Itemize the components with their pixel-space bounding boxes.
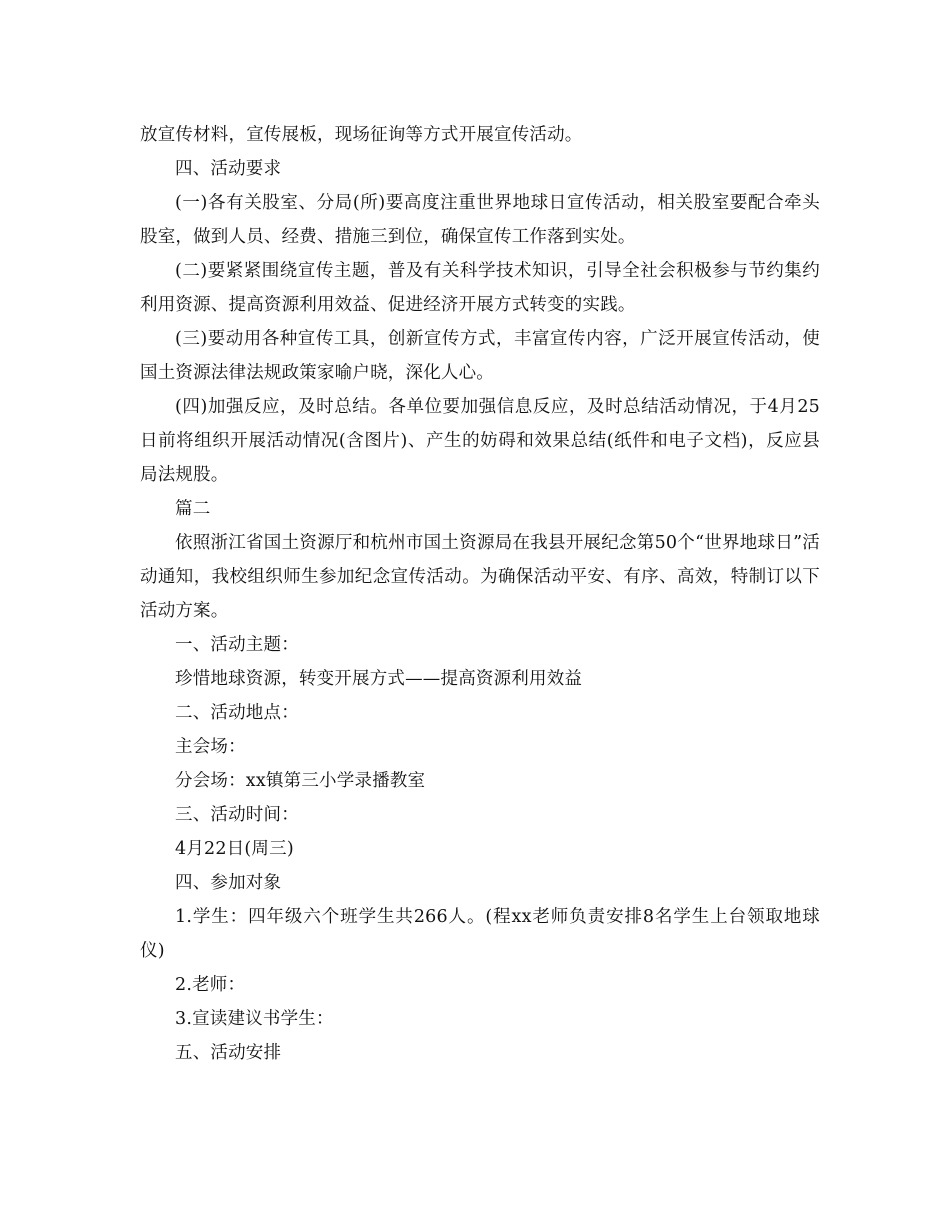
paragraph-requirement-2: (二)要紧紧围绕宣传主题，普及有关科学技术知识，引导全社会积极参与节约集约利用资源、提高资源利用效益、促进经济开展方式转变的实践。 (140, 261, 820, 315)
paragraph-participants-students: 1.学生：四年级六个班学生共266人。(程xx老师负责安排8名学生上台领取地球仪) (140, 907, 820, 961)
paragraph-participants-readers: 3.宣读建议书学生： (175, 1009, 334, 1029)
paragraph-main-venue: 主会场： (175, 737, 246, 757)
section-heading-theme: 一、活动主题： (175, 635, 299, 655)
section-heading-participants: 四、参加对象 (175, 873, 282, 893)
section-heading-location: 二、活动地点： (175, 703, 299, 723)
document-body (140, 118, 820, 1070)
section-heading-time: 三、活动时间： (175, 805, 299, 825)
paragraph-date: 4月22日(周三) (175, 839, 294, 859)
paragraph-requirement-4: (四)加强反应，及时总结。各单位要加强信息反应，及时总结活动情况，于4月25日前将组织开展活动情况(含图片)、产生的妨碍和效果总结(纸件和电子文档)，反应县局法规股。 (140, 397, 820, 485)
paragraph-part-two-intro: 依照浙江省国土资源厅和杭州市国土资源局在我县开展纪念第50个“世界地球日”活动通知，我校组织师生参加纪念宣传活动。为确保活动平安、有序、高效，特制订以下活动方案。 (140, 533, 820, 621)
paragraph-participants-teachers: 2.老师： (175, 975, 246, 995)
paragraph-intro-continuation: 放宣传材料，宣传展板，现场征询等方式开展宣传活动。 (140, 125, 583, 145)
part-heading-two: 篇二 (175, 499, 211, 519)
section-heading-arrangement: 五、活动安排 (175, 1043, 282, 1063)
paragraph-theme: 珍惜地球资源，转变开展方式——提高资源利用效益 (175, 669, 583, 689)
paragraph-requirement-1: (一)各有关股室、分局(所)要高度注重世界地球日宣传活动，相关股室要配合牵头股室，做到人员、经费、措施三到位，确保宣传工作落到实处。 (140, 193, 820, 247)
paragraph-requirement-3: (三)要动用各种宣传工具，创新宣传方式，丰富宣传内容，广泛开展宣传活动，使国土资源法律法规政策家喻户晓，深化人心。 (140, 329, 820, 383)
paragraph-sub-venue: 分会场：xx镇第三小学录播教室 (175, 771, 426, 791)
section-heading-requirements: 四、活动要求 (175, 159, 282, 179)
